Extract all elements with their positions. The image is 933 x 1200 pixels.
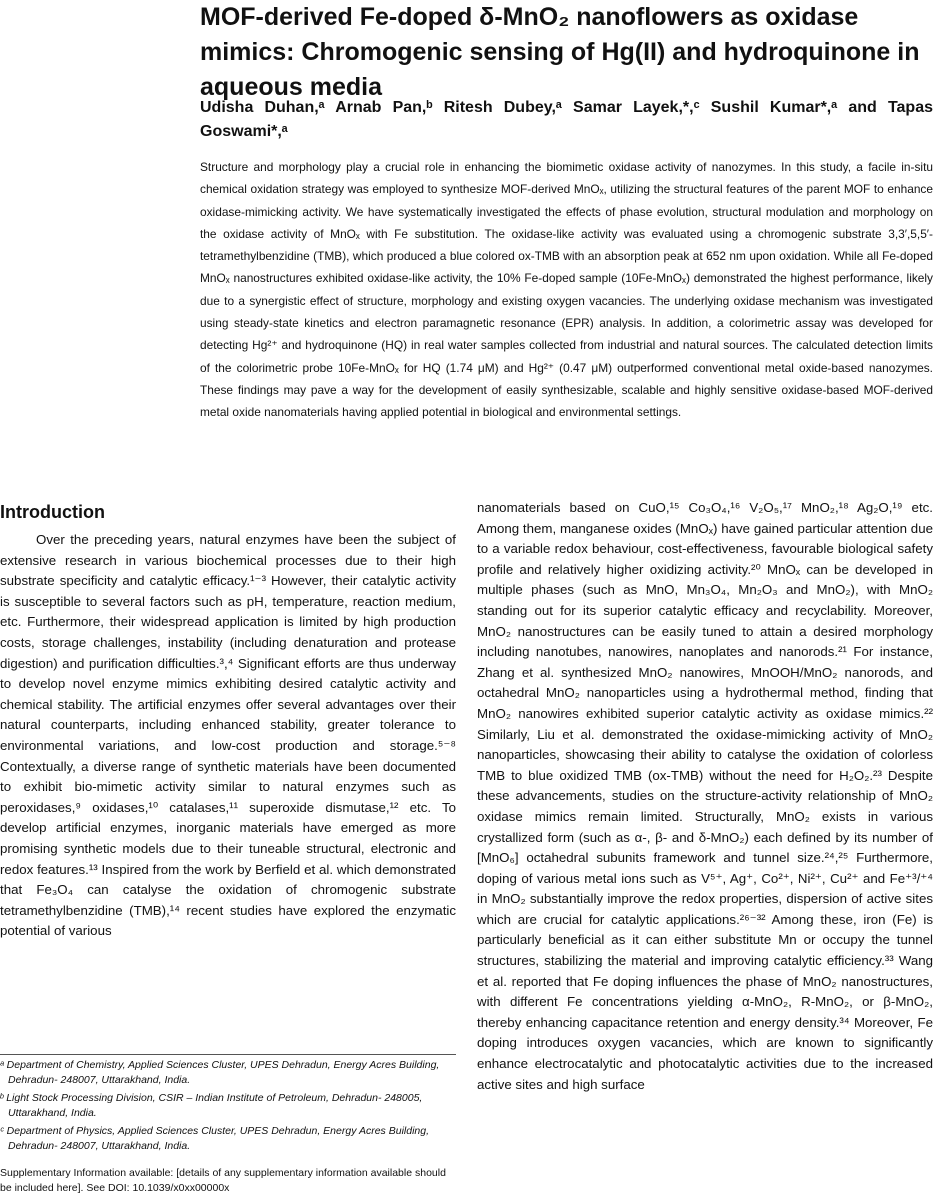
introduction-paragraph-right: nanomaterials based on CuO,¹⁵ Co₃O₄,¹⁶ V₂O₅,¹⁷ MnO₂,¹⁸ Ag₂O,¹⁹ etc. Among them, manganese oxides (MnOₓ) have gained particular attention due to a variable redox behaviour, cost-effectiveness, favourable biological safety profile and relatively higher oxidizing activity.²⁰ MnOₓ can be developed in multiple phases (such as MnO, Mn₃O₄, Mn₂O₃ and MnO₂), with MnO₂ standing out for its superior catalytic efficacy and recyclability. Moreover, MnO₂ nanostructures can be easily tuned to attain a desired morphology including nanotubes, nanowires, nanoplates and nanorods.²¹ For instance, Zhang et al. synthesized MnO₂ nanowires, MnOOH/MnO₂ nanorods, and octahedral MnO₂ nanoparticles using a hydrothermal method, finding that MnO₂ nanowires exhibited superior catalytic activity as oxidase mimics.²² Similarly, Liu et al. demonstrated the oxidase-mimicking activity of MnO₂ nanoparticles, showcasing their ability to catalyse the oxidation of colorless TMB to blue oxidized TMB (ox-TMB) without the need for H₂O₂.²³ Despite these advancements, studies on the structure-activity relationship of MnO₂ oxidase mimics remain limited. Structurally, MnO₂ exists in various crystallized form (such as α-, β- and δ-MnO₂) each defined by its number of [MnO₆] octahedral subunits framework and tunnel size.²⁴,²⁵ Furthermore, doping of various metal ions such as V⁵⁺, Ag⁺, Co²⁺, Ni²⁺, Cu²⁺ and Fe⁺³/⁺⁴ in MnO₂ substantially improve the redox properties, dispersion of active sites which are crucial for catalytic applications.²⁶⁻³² Among these, iron (Fe) is particularly beneficial as it can either substitute Mn or occupy the tunnel structures, stabilizing the material and improving catalytic efficiency.³³ Wang et al. reported that Fe doping influences the phase of MnO₂ nanostructures, with different Fe concentrations yielding α-MnO₂, R-MnO₂, or β-MnO₂, thereby enhancing capacitance retention and energy density.³⁴ Moreover, Fe doping introduces oxygen vacancies, which are known to significantly enhance electrocatalytic and photocatalytic activities due to the increased active sites and high surface <box>477 500 933 1092</box>
footnote-divider <box>0 1054 456 1055</box>
abstract: Structure and morphology play a crucial role in enhancing the biomimetic oxidase activity of nanozymes. In this study, a facile in-situ chemical oxidation strategy was employed to synthesize MOF-derived MnOₓ, utilizing the structural features of the parent MOF to enhance oxidase-mimicking activity. We have systematically investigated the effects of phase evolution, structural modulation and morphology on the oxidase activity of MnOₓ with Fe substitution. The oxidase-like activity was evaluated using a chromogenic substrate 3,3′,5,5′-tetramethylbenzidine (TMB), which produced a blue colored ox-TMB with an absorption peak at 652 nm upon oxidation. While all Fe-doped MnOₓ nanostructures exhibited oxidase-like activity, the 10% Fe-doped sample (10Fe-MnOₓ) demonstrated the highest performance, likely due to a synergistic effect of structure, morphology and existing oxygen vacancies. The underlying oxidase mechanism was investigated using steady-state kinetics and electron paramagnetic resonance (EPR) analysis. In addition, a colorimetric assay was developed for detecting Hg²⁺ and hydroquinone (HQ) in real water samples collected from industrial and natural sources. The calculated detection limits of the colorimetric probe 10Fe-MnOₓ for HQ (1.74 μM) and Hg²⁺ (0.47 μM) outperformed conventional metal oxide-based nanozymes. These findings may pave a way for the development of easily synthesizable, scalable and highly sensitive oxidase-based MOF-derived metal oxide nanomaterials having applied potential in biological and environmental settings. <box>200 160 933 420</box>
supplementary-info-note: Supplementary Information available: [details of any supplementary information available should be included here]. See DOI: 10.1039/x0xx00000x <box>0 1167 446 1194</box>
affiliation-footnote-a: ᵃ Department of Chemistry, Applied Sciences Cluster, UPES Dehradun, Energy Acres Building, Dehradun- 248007, Uttarakhand, India. <box>0 1059 440 1086</box>
affiliation-footnotes <box>0 1058 456 1158</box>
right-column <box>477 498 933 1095</box>
author-list: Udisha Duhan,ᵃ Arnab Pan,ᵇ Ritesh Dubey,ᵃ Samar Layek,*,ᶜ Sushil Kumar*,ᵃ and Tapas Goswami*,ᵃ <box>200 99 933 140</box>
section-heading-introduction: Introduction <box>0 502 105 522</box>
left-column <box>0 498 456 942</box>
affiliation-footnote-b: ᵇ Light Stock Processing Division, CSIR – Indian Institute of Petroleum, Dehradun- 248005, Uttarakhand, India. <box>0 1092 423 1119</box>
paper-title: MOF-derived Fe-doped δ-MnO₂ nanoflowers as oxidase mimics: Chromogenic sensing of Hg(II) and hydroquinone in aqueous media <box>200 3 920 101</box>
affiliation-footnote-c: ᶜ Department of Physics, Applied Sciences Cluster, UPES Dehradun, Energy Acres Building, Dehradun- 248007, Uttarakhand, India. <box>0 1125 430 1152</box>
introduction-paragraph-left: Over the preceding years, natural enzymes have been the subject of extensive research in various biochemical processes due to their high substrate specificity and catalytic efficacy.¹⁻³ However, their catalytic activity is susceptible to several factors such as pH, temperature, reaction medium, etc. Furthermore, their widespread application is limited by high production costs, storage challenges, instability (including denaturation and protease digestion) and purification difficulties.³,⁴ Significant efforts are thus underway to develop novel enzyme mimics exhibiting desired catalytic activity and chemical stability. The artificial enzymes offer several advantages over their natural counterparts, including enhanced stability, greater tolerance to environmental variations, and low-cost production and storage.⁵⁻⁸ Contextually, a diverse range of synthetic materials have been documented to exhibit bio-mimetic activity similar to natural enzymes such as peroxidases,⁹ oxidases,¹⁰ catalases,¹¹ superoxide dismutase,¹² etc. To develop artificial enzymes, inorganic materials have emerged as more promising synthetic models due to their tuneable structural, electronic and redox features.¹³ Inspired from the work by Berfield et al. which demonstrated that Fe₃O₄ can catalyse the oxidation of chromogenic substrate tetramethylbenzidine (TMB),¹⁴ recent studies have explored the enzymatic potential of various <box>0 532 456 939</box>
